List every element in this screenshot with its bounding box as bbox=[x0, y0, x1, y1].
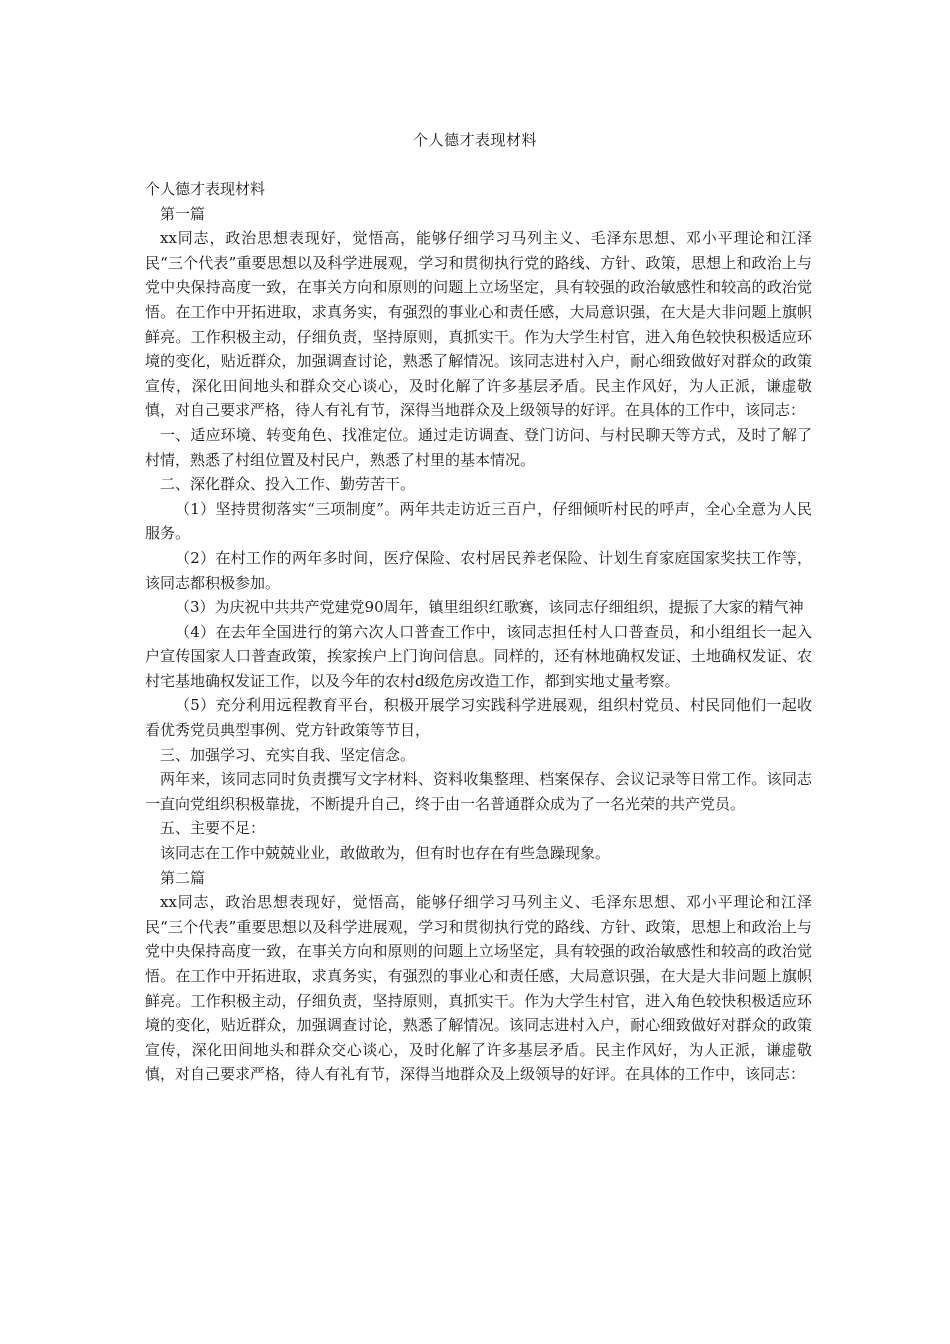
part1-intro-paragraph: xx同志，政治思想表现好，觉悟高，能够仔细学习马列主义、毛泽东思想、邓小平理论和江泽民“三个代表”重要思想以及科学进展观，学习和贯彻执行党的路线、方针、政策，思想上和政治上与党中央保持高度一致，在事关方向和原则的问题上立场坚定，具有较强的政治敏感性和较高的政治觉悟。在工作中开拓进取，求真务实，有强烈的事业心和责任感，大局意识强，在大是大非问题上旗帜鲜亮。工作积极主动，仔细负责，坚持原则，真抓实干。作为大学生村官，进入角色较快积极适应环境的变化，贴近群众，加强调查讨论，熟悉了解情况。该同志进村入户，耐心细致做好对群众的政策宣传，深化田间地头和群众交心谈心，及时化解了许多基层矛盾。民主作风好，为人正派，谦虚敬慎，对自己要求严格，待人有礼有节，深得当地群众及上级领导的好评。在具体的工作中，该同志： bbox=[145, 229, 812, 420]
part1-item2-paragraph: （2）在村工作的两年多时间，医疗保险、农村居民养老保险、计划生育家庭国家奖扶工作等，该同志都积极参加。 bbox=[145, 548, 812, 592]
part2-label: 第二篇 bbox=[160, 868, 206, 887]
part1-item5-paragraph: （5）充分利用远程教育平台，积极开展学习实践科学进展观，组织村党员、村民同他们一起收看优秀党员典型事例、党方针政策等节目， bbox=[145, 696, 812, 740]
part1-section5-paragraph: 该同志在工作中兢兢业业，敢做敢为，但有时也存在有些急躁现象。 bbox=[160, 844, 611, 863]
part1-section2-heading: 二、深化群众、投入工作、勤劳苦干。 bbox=[160, 475, 416, 494]
document-heading: 个人德才表现材料 bbox=[145, 180, 266, 198]
document-title: 个人德才表现材料 bbox=[412, 131, 537, 149]
part1-item4-paragraph: （4）在去年全国进行的第六次人口普查工作中，该同志担任村人口普查员，和小组组长一起入户宣传国家人口普查政策，挨家挨户上门询问信息。同样的，还有林地确权发证、土地确权发证、农村宅基地确权发证工作，以及今年的农村d级危房改造工作，都到实地丈量考察。 bbox=[145, 622, 812, 690]
part2-intro-paragraph: xx同志，政治思想表现好，觉悟高，能够仔细学习马列主义、毛泽东思想、邓小平理论和江泽民“三个代表”重要思想以及科学进展观，学习和贯彻执行党的路线、方针、政策，思想上和政治上与党中央保持高度一致，在事关方向和原则的问题上立场坚定，具有较强的政治敏感性和较高的政治觉悟。在工作中开拓进取，求真务实，有强烈的事业心和责任感，大局意识强，在大是大非问题上旗帜鲜亮。工作积极主动，仔细负责，坚持原则，真抓实干。作为大学生村官，进入角色较快积极适应环境的变化，贴近群众，加强调查讨论，熟悉了解情况。该同志进村入户，耐心细致做好对群众的政策宣传，深化田间地头和群众交心谈心，及时化解了许多基层矛盾。民主作风好，为人正派，谦虚敬慎，对自己要求严格，待人有礼有节，深得当地群众及上级领导的好评。在具体的工作中，该同志： bbox=[145, 893, 812, 1084]
part1-label: 第一篇 bbox=[160, 204, 206, 223]
part1-section3-heading: 三、加强学习、充实自我、坚定信念。 bbox=[160, 745, 416, 764]
part1-section1-paragraph: 一、适应环境、转变角色、找准定位。通过走访调查、登门访问、与村民聊天等方式，及时了解了村情，熟悉了村组位置及村民户，熟悉了村里的基本情况。 bbox=[145, 425, 812, 469]
part1-item3-paragraph: （3）为庆祝中共共产党建党90周年，镇里组织红歌赛，该同志仔细组织，提振了大家的精气神 bbox=[175, 598, 804, 617]
part1-item1-paragraph: （1）坚持贯彻落实“三项制度”。两年共走访近三百户，仔细倾听村民的呼声，全心全意为人民服务。 bbox=[145, 499, 812, 543]
part1-section3-paragraph: 两年来，该同志同时负责撰写文字材料、资料收集整理、档案保存、会议记录等日常工作。该同志一直向党组织积极靠拢，不断提升自己，终于由一名普通群众成为了一名光荣的共产党员。 bbox=[145, 770, 812, 813]
document-body bbox=[145, 177, 812, 1087]
part1-section5-heading: 五、主要不足： bbox=[160, 819, 266, 838]
